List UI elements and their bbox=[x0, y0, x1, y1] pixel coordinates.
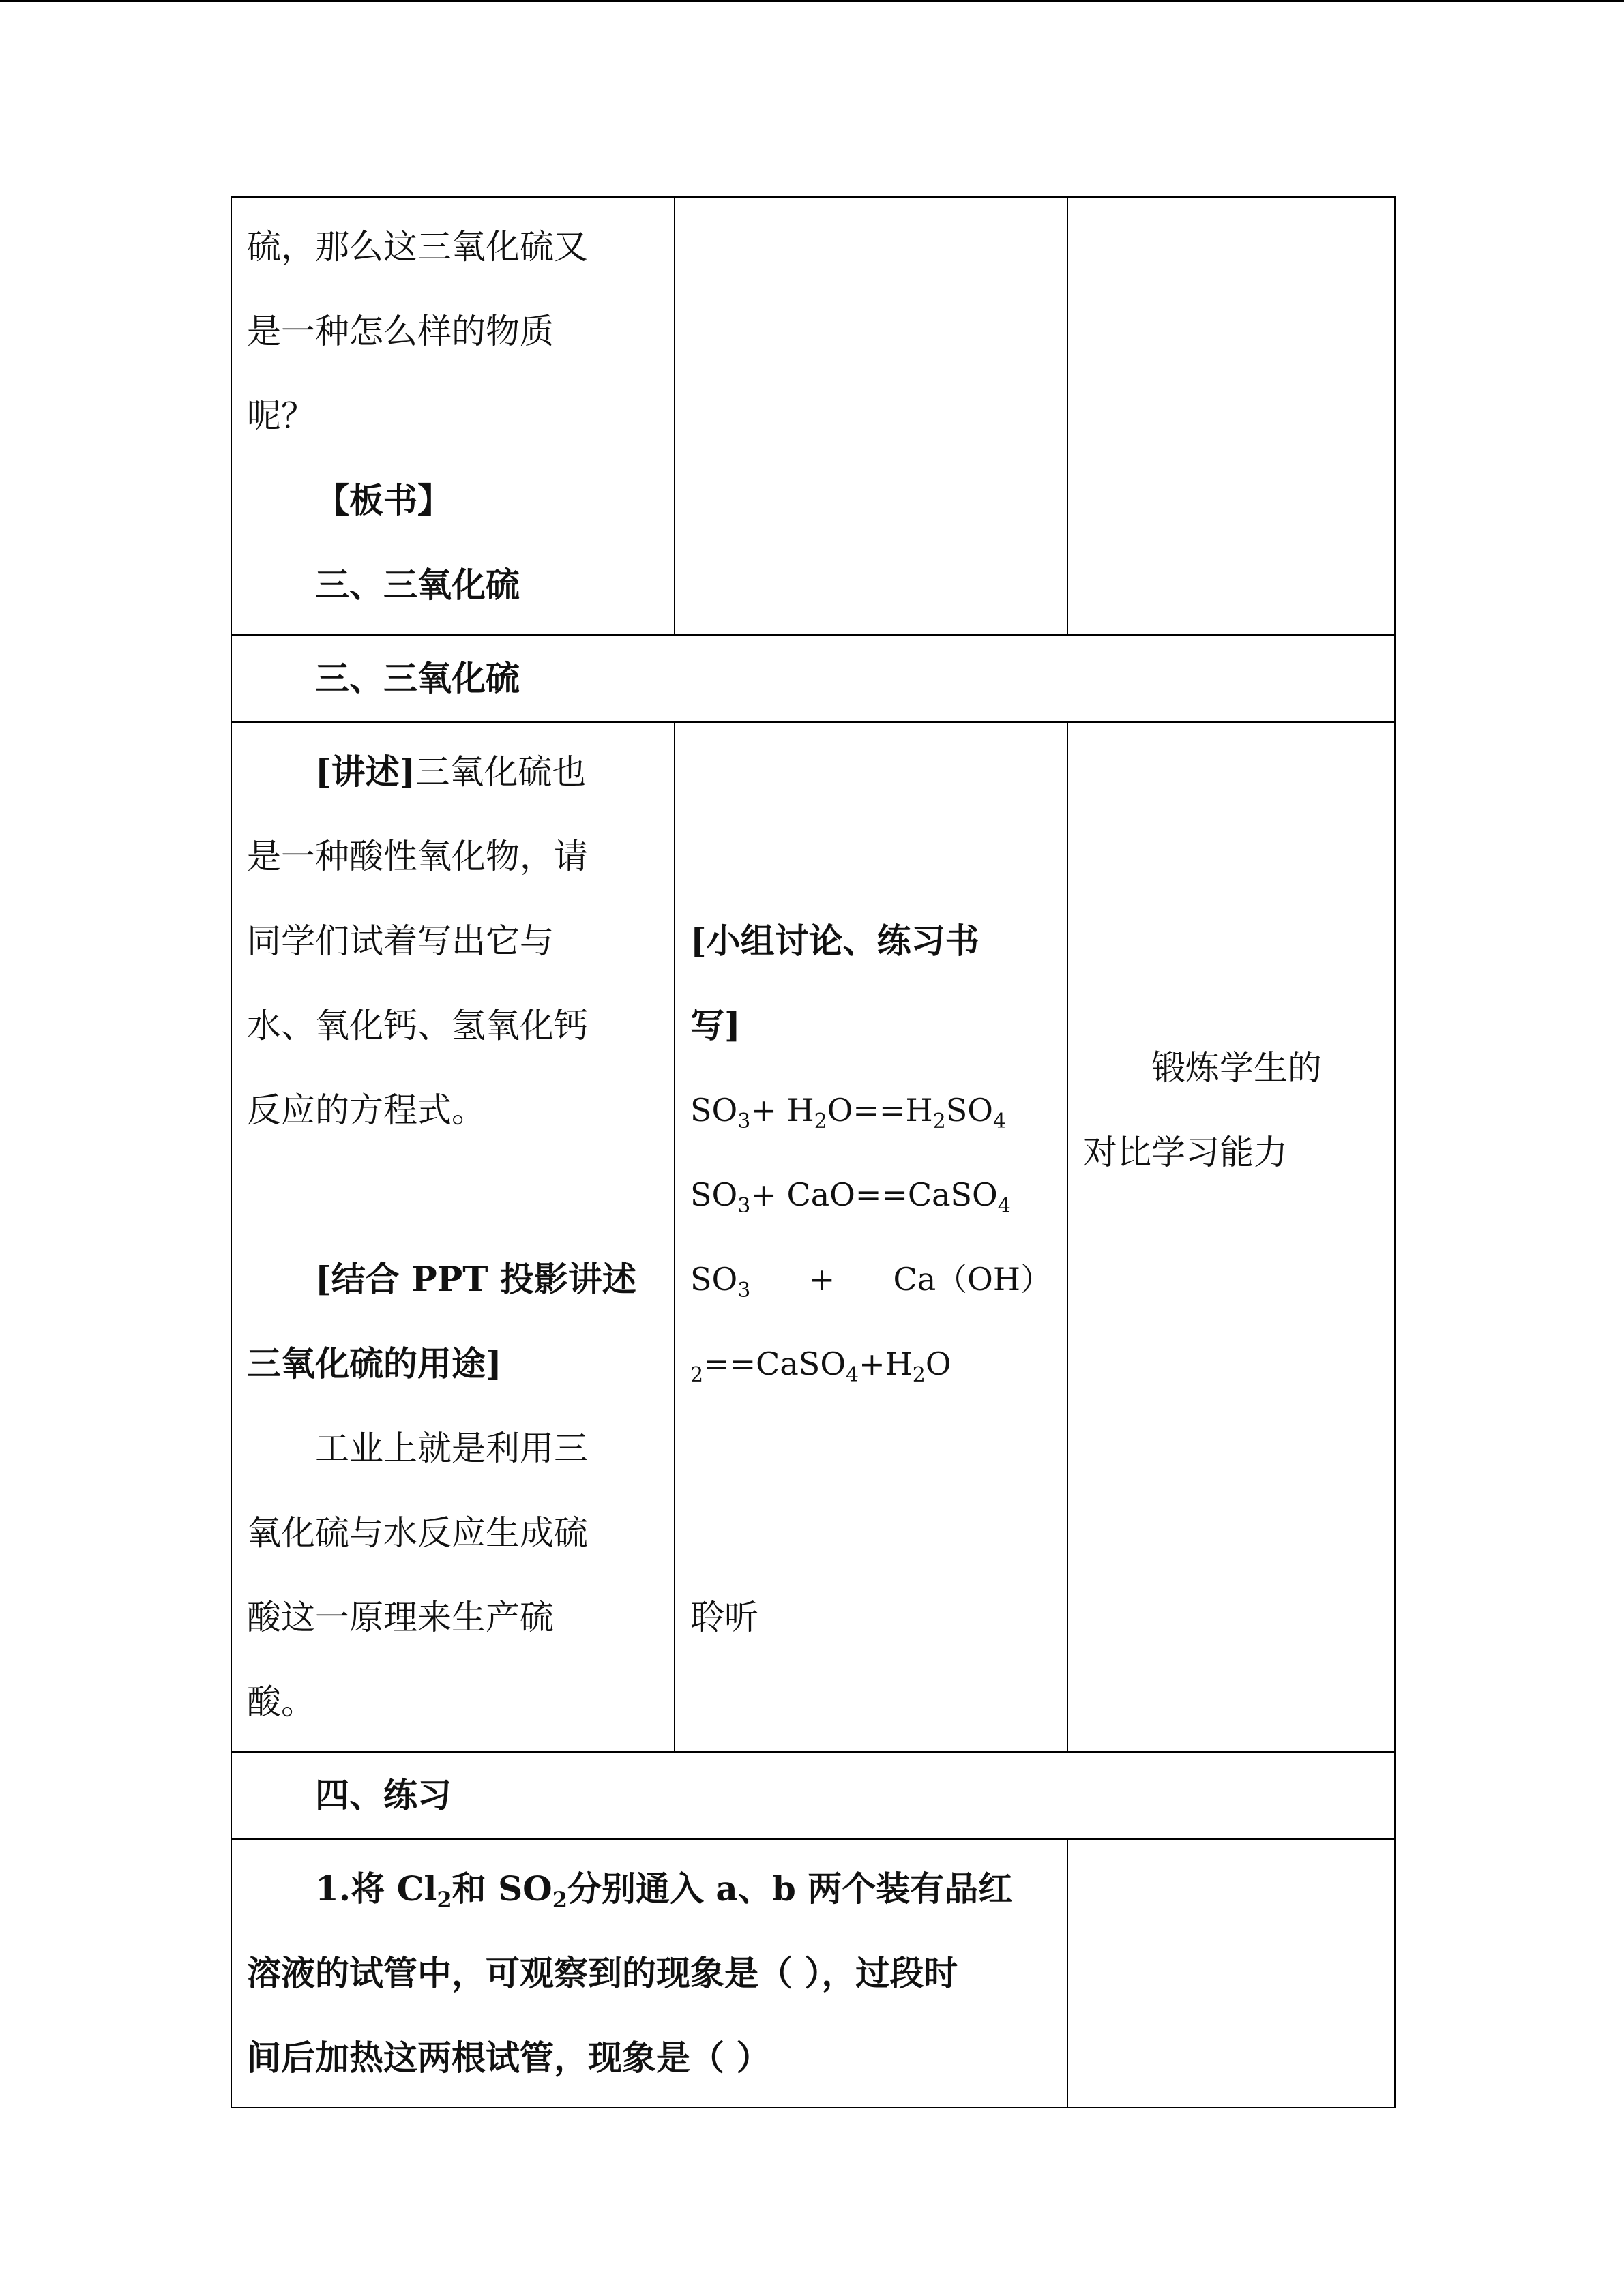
text-line: 水、氧化钙、氢氧化钙 bbox=[247, 1006, 588, 1045]
lesson-plan-table bbox=[231, 196, 1396, 2108]
group-discussion: 写] bbox=[690, 1005, 741, 1045]
board-heading: 三、三氧化硫 bbox=[315, 565, 520, 605]
text-line: 是一种怎么样的物质 bbox=[247, 312, 554, 351]
text-line: 呢？ bbox=[247, 396, 315, 436]
ppt-note: [结合 PPT 投影讲述 bbox=[315, 1259, 636, 1299]
section-title: 四、练习 bbox=[231, 1752, 1395, 1839]
design-intent-cell bbox=[1067, 722, 1395, 1752]
purpose-line: 锻炼学生的 bbox=[1151, 1048, 1322, 1088]
table-row bbox=[231, 1752, 1395, 1839]
exercise-line: 间后加热这两根试管，现象是（ ） bbox=[247, 2038, 771, 2078]
exercise-line: 1.将 $Cl_2$和 $SO_2$分别通入 a、b 两个装有品红 bbox=[315, 1868, 1013, 1913]
text-line: 氧化硫与水反应生成硫 bbox=[247, 1513, 588, 1553]
student-activity-cell bbox=[675, 197, 1067, 635]
text-line: 硫，那么这三氧化硫又 bbox=[247, 227, 588, 267]
group-discussion: [小组讨论、练习书 bbox=[690, 921, 979, 961]
text-line: 是一种酸性氧化物，请 bbox=[247, 837, 588, 876]
text-line: 工业上就是利用三 bbox=[315, 1429, 588, 1468]
top-border-line bbox=[0, 0, 1624, 2]
design-intent-cell bbox=[1067, 197, 1395, 635]
teacher-activity-cell bbox=[231, 197, 675, 635]
table-row bbox=[231, 722, 1395, 1752]
text-line: [讲述]三氧化硫也 bbox=[315, 751, 587, 792]
board-label: 【板书】 bbox=[315, 480, 452, 520]
exercise-cell bbox=[231, 1839, 1067, 2108]
text-line: 反应的方程式。 bbox=[247, 1090, 486, 1130]
text-line: 酸这一原理来生产硫 bbox=[247, 1598, 554, 1637]
equation-3-cont: $_2==CaSO_4+H_2O$ bbox=[690, 1345, 951, 1387]
table-row bbox=[231, 635, 1395, 722]
table-row bbox=[231, 1839, 1395, 2108]
student-activity-cell bbox=[675, 722, 1067, 1752]
text-line: 同学们试着写出它与 bbox=[247, 921, 554, 961]
lecture-tag: [讲述] bbox=[315, 751, 416, 792]
exercise-line: 溶液的试管中，可观察到的现象是（ ），过段时 bbox=[247, 1953, 958, 1993]
teacher-activity-cell bbox=[231, 722, 675, 1752]
purpose-line: 对比学习能力 bbox=[1083, 1133, 1288, 1172]
text-line: 酸。 bbox=[247, 1682, 315, 1722]
table-row bbox=[231, 197, 1395, 635]
listen-text: 聆听 bbox=[690, 1598, 758, 1637]
equation-2: $SO_3+$ CaO==CaSO$_4$ bbox=[690, 1176, 1011, 1218]
ppt-note: 三氧化硫的用途] bbox=[247, 1343, 502, 1384]
equation-3: $SO_3$ + Ca（OH） bbox=[690, 1261, 1052, 1302]
design-intent-cell bbox=[1067, 1839, 1395, 2108]
section-title: 三、三氧化硫 bbox=[231, 635, 1395, 722]
equation-1: $SO_3+ H_2O==H_2SO_4$ bbox=[690, 1092, 1007, 1133]
